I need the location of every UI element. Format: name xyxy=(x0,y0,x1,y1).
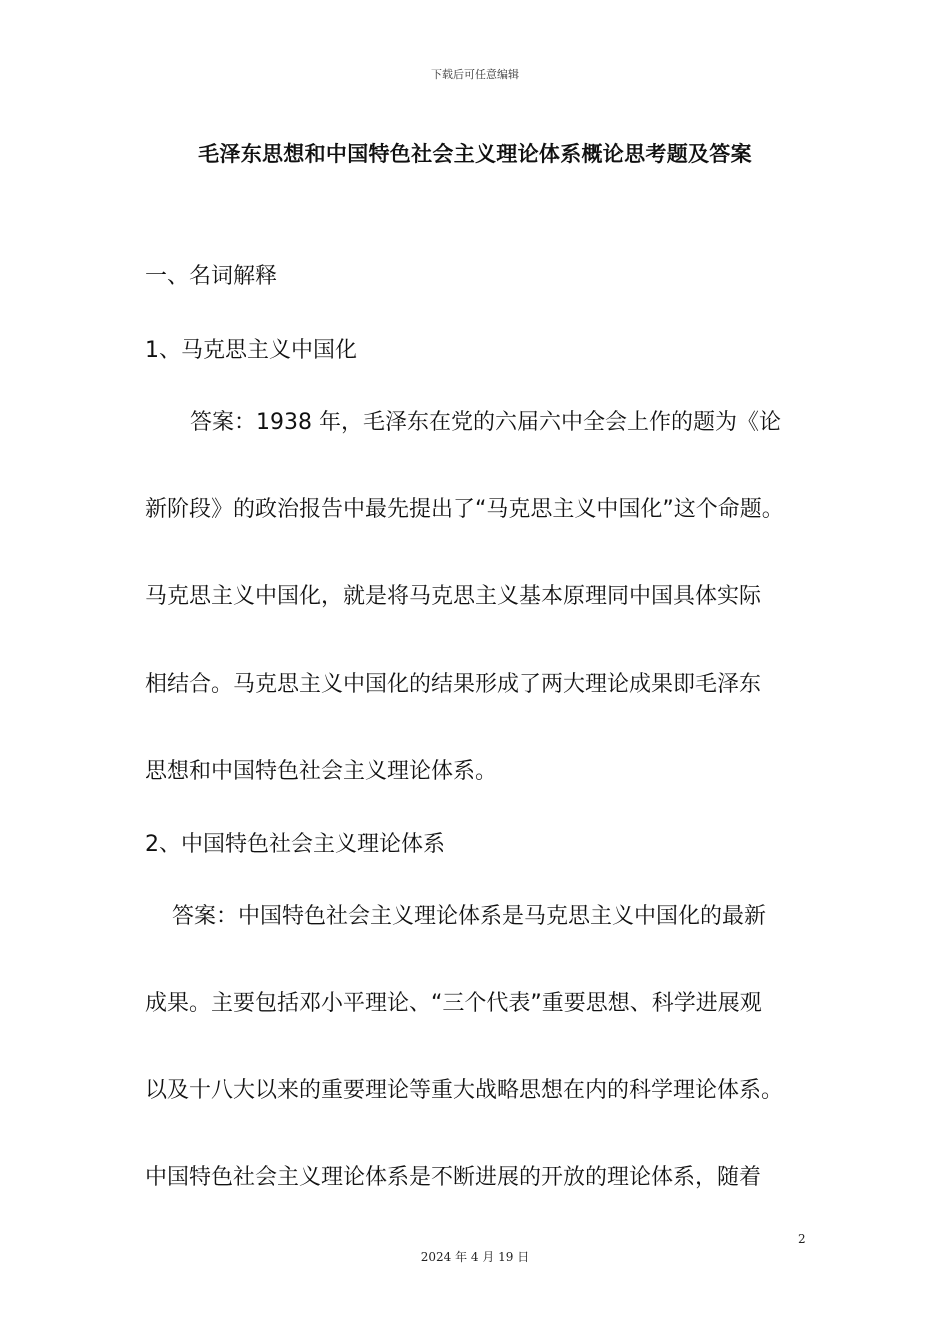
item-2-answer-line-2: 成果。主要包括邓小平理论、“三个代表”重要思想、科学进展观 xyxy=(145,991,762,1016)
item-1-answer-line-3: 马克思主义中国化，就是将马克思主义基本原理同中国具体实际 xyxy=(145,584,762,609)
item-2-heading: 2、中国特色社会主义理论体系 xyxy=(145,832,445,857)
item-2-answer-line-3: 以及十八大以来的重要理论等重大战略思想在内的科学理论体系。 xyxy=(145,1078,784,1103)
section-heading: 一、名词解释 xyxy=(145,264,278,289)
document-title: 毛泽东思想和中国特色社会主义理论体系概论思考题及答案 xyxy=(198,142,752,166)
header-note: 下载后可任意编辑 xyxy=(431,68,519,81)
item-1-answer-line-2: 新阶段》的政治报告中最先提出了“马克思主义中国化”这个命题。 xyxy=(145,497,784,522)
item-2-answer-line-1: 答案：中国特色社会主义理论体系是马克思主义中国化的最新 xyxy=(172,904,767,929)
item-1-heading: 1、马克思主义中国化 xyxy=(145,338,357,363)
item-1-answer-line-5: 思想和中国特色社会主义理论体系。 xyxy=(145,759,498,784)
item-2-answer-line-4: 中国特色社会主义理论体系是不断进展的开放的理论体系，随着 xyxy=(145,1165,762,1190)
footer-date: 2024 年 4 月 19 日 xyxy=(420,1250,530,1264)
item-1-answer-line-4: 相结合。马克思主义中国化的结果形成了两大理论成果即毛泽东 xyxy=(145,672,762,697)
item-1-answer-line-1: 答案：1938 年，毛泽东在党的六届六中全会上作的题为《论 xyxy=(190,410,781,435)
page-number: 2 xyxy=(798,1232,806,1246)
